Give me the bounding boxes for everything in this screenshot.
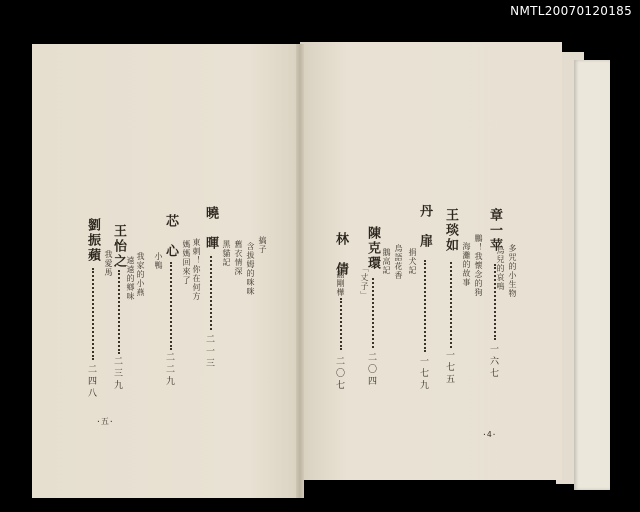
toc-title: 鵝高記 <box>382 248 391 275</box>
toc-leader-dots <box>372 278 374 348</box>
toc-title: 烏兒的哀鳴 <box>496 246 505 291</box>
toc-title: 鵬！我懷念的狗 <box>474 234 483 297</box>
toc-leader-dots <box>450 262 452 348</box>
toc-page-number: 二一三 <box>204 334 214 370</box>
page-folio-right: ·4· <box>482 430 497 439</box>
toc-title: 搞子 <box>258 236 267 254</box>
toc-title: 遠遠的鄉味 <box>126 256 135 301</box>
page-folio-left: ·五· <box>96 417 114 426</box>
toc-leader-dots <box>92 268 94 360</box>
toc-title: 翻剛樺 <box>336 270 345 297</box>
toc-page-number: 一六七 <box>488 344 498 380</box>
toc-author: 曉 暉 <box>203 206 218 251</box>
toc-title: 捐犬記 <box>408 248 417 275</box>
toc-page-number: 一七五 <box>444 350 454 386</box>
toc-title: 烏語花香 <box>394 244 403 280</box>
toc-leader-dots <box>210 256 212 330</box>
toc-title: 我愛馬 <box>104 250 113 277</box>
toc-page-number: 二〇七 <box>334 356 344 392</box>
toc-title: 海灘的故事 <box>462 242 471 287</box>
toc-title: 含拔姆的咪咪 <box>246 242 255 296</box>
toc-page-number: 二三九 <box>112 356 122 392</box>
toc-page-number: 一七九 <box>418 356 428 392</box>
toc-author: 劉振蘋 <box>85 218 100 263</box>
toc-title: 「丈子」 <box>360 264 369 300</box>
toc-leader-dots <box>340 298 342 350</box>
toc-title: 東刺！你在何方 <box>192 238 201 301</box>
toc-author: 王怡之 <box>111 224 126 269</box>
toc-title: 黑貓記 <box>222 240 231 267</box>
toc-leader-dots <box>118 270 120 354</box>
toc-author: 林 倩 <box>333 232 348 277</box>
toc-title: 舊衣情深 <box>234 240 243 276</box>
toc-title: 小鴨 <box>154 252 163 270</box>
toc-title: 媽媽回來了 <box>182 240 191 285</box>
book-gutter <box>296 44 304 498</box>
left-page <box>32 44 302 498</box>
toc-title: 多咒的小生物 <box>508 244 517 298</box>
archive-id-label: NMTL20070120185 <box>510 4 632 18</box>
toc-leader-dots <box>424 260 426 352</box>
toc-author: 章一苹 <box>487 208 502 253</box>
toc-title: 我家的小燕 <box>136 252 145 297</box>
toc-page-number: 二二九 <box>164 352 174 388</box>
back-sheet <box>574 60 610 490</box>
toc-author: 芯 心 <box>163 214 178 259</box>
toc-page-number: 二四八 <box>86 364 96 400</box>
toc-author: 丹 扉 <box>417 204 432 249</box>
toc-leader-dots <box>170 262 172 350</box>
toc-leader-dots <box>494 264 496 340</box>
toc-author: 王琰如 <box>443 208 458 253</box>
toc-author: 陳克環 <box>365 226 380 271</box>
toc-page-number: 二〇四 <box>366 352 376 388</box>
